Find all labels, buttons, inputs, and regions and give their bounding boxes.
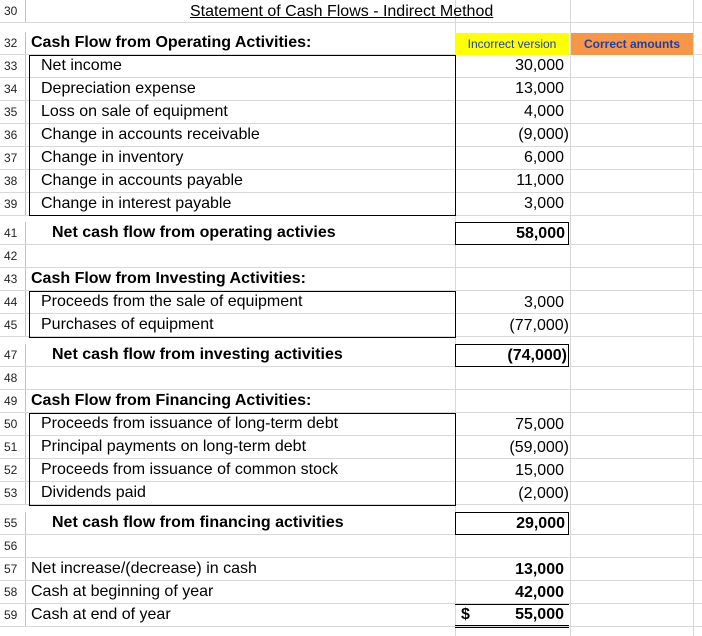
row-header[interactable]: 30 xyxy=(0,0,26,22)
ending-cash-value[interactable]: 55,000 xyxy=(515,606,564,623)
section-heading-financing[interactable]: Cash Flow from Financing Activities: xyxy=(31,392,312,409)
row-header[interactable]: 55 xyxy=(0,512,26,534)
border-line xyxy=(29,55,30,216)
row-48[interactable] xyxy=(0,367,702,390)
line-item-value[interactable]: (2,000) xyxy=(518,485,569,502)
row-header[interactable]: 37 xyxy=(0,147,26,169)
row-header[interactable]: 34 xyxy=(0,78,26,100)
border-line xyxy=(29,413,456,414)
line-item-value[interactable]: 75,000 xyxy=(515,416,564,433)
line-item-label[interactable]: Loss on sale of equipment xyxy=(41,103,228,120)
line-item-label[interactable]: Change in accounts receivable xyxy=(41,126,260,143)
border-line xyxy=(455,55,456,216)
line-item-value[interactable]: 4,000 xyxy=(523,103,564,120)
line-item-label[interactable]: Purchases of equipment xyxy=(41,316,214,333)
row-header[interactable]: 33 xyxy=(0,55,26,77)
row-header[interactable]: 56 xyxy=(0,535,26,557)
row-header[interactable]: 57 xyxy=(0,558,26,580)
row-header[interactable]: 52 xyxy=(0,459,26,481)
row-header[interactable]: 32 xyxy=(0,32,26,54)
incorrect-version-header[interactable]: Incorrect version xyxy=(455,33,569,55)
line-item-value[interactable]: 11,000 xyxy=(516,172,564,189)
correct-amounts-header[interactable]: Correct amounts xyxy=(571,33,693,55)
row-header[interactable]: 48 xyxy=(0,367,26,389)
row-header[interactable]: 59 xyxy=(0,604,26,626)
border-line xyxy=(29,505,456,506)
line-item-label[interactable]: Change in inventory xyxy=(41,149,184,166)
line-item-label[interactable]: Proceeds from issuance of long-term debt xyxy=(41,415,339,432)
statement-title[interactable]: Statement of Cash Flows - Indirect Method xyxy=(190,3,494,20)
border-line xyxy=(29,337,456,338)
row-header[interactable]: 35 xyxy=(0,101,26,123)
line-item-value[interactable]: 6,000 xyxy=(523,149,564,166)
row-header[interactable]: 42 xyxy=(0,245,26,267)
border-line xyxy=(455,291,456,338)
line-item-label[interactable]: Cash at beginning of year xyxy=(31,583,214,600)
line-item-label[interactable]: Cash at end of year xyxy=(31,606,171,623)
line-item-value[interactable]: (9,000) xyxy=(518,126,569,143)
border-line xyxy=(29,413,30,506)
subtotal-label[interactable]: Net cash flow from financing activities xyxy=(52,514,344,531)
border-line xyxy=(29,291,30,338)
line-item-value[interactable]: (59,000) xyxy=(509,439,569,456)
beginning-cash-value[interactable]: 42,000 xyxy=(515,584,564,601)
section-heading-operating[interactable]: Cash Flow from Operating Activities: xyxy=(31,34,312,51)
subtotal-label[interactable]: Net cash flow from operating activies xyxy=(52,224,336,241)
line-item-label[interactable]: Net increase/(decrease) in cash xyxy=(31,560,257,577)
row-header[interactable]: 51 xyxy=(0,436,26,458)
net-change-value[interactable]: 13,000 xyxy=(515,561,564,578)
row-header[interactable]: 36 xyxy=(0,124,26,146)
line-item-value[interactable]: 3,000 xyxy=(523,294,564,311)
line-item-label[interactable]: Change in accounts payable xyxy=(41,172,243,189)
row-header[interactable]: 39 xyxy=(0,193,26,215)
line-item-label[interactable]: Proceeds from the sale of equipment xyxy=(41,293,303,310)
row-56[interactable] xyxy=(0,535,702,558)
row-header[interactable]: 41 xyxy=(0,222,26,244)
line-item-value[interactable]: 15,000 xyxy=(515,462,564,479)
section-heading-investing[interactable]: Cash Flow from Investing Activities: xyxy=(31,270,307,287)
row-header[interactable]: 38 xyxy=(0,170,26,192)
border-line xyxy=(455,604,569,605)
row-header[interactable]: 50 xyxy=(0,413,26,435)
line-item-value[interactable]: 30,000 xyxy=(515,57,564,74)
line-item-label[interactable]: Change in interest payable xyxy=(41,195,232,212)
row-header[interactable]: 45 xyxy=(0,314,26,336)
double-underline xyxy=(455,625,569,628)
line-item-label[interactable]: Principal payments on long-term debt xyxy=(41,438,307,455)
line-item-value[interactable]: (77,000) xyxy=(509,317,569,334)
line-item-label[interactable]: Proceeds from issuance of common stock xyxy=(41,461,339,478)
line-item-label[interactable]: Dividends paid xyxy=(41,484,146,501)
line-item-value[interactable]: 13,000 xyxy=(515,80,564,97)
row-header[interactable]: 49 xyxy=(0,390,26,412)
line-item-label[interactable]: Net income xyxy=(41,57,122,74)
border-line xyxy=(455,413,456,506)
line-item-label[interactable]: Depreciation expense xyxy=(41,80,196,97)
subtotal-value[interactable]: 58,000 xyxy=(455,222,569,245)
currency-symbol: $ xyxy=(461,606,470,623)
subtotal-label[interactable]: Net cash flow from investing activities xyxy=(52,346,343,363)
row-header[interactable]: 44 xyxy=(0,291,26,313)
row-header[interactable]: 43 xyxy=(0,268,26,290)
row-header[interactable]: 47 xyxy=(0,344,26,366)
subtotal-value[interactable]: 29,000 xyxy=(455,512,569,535)
border-line xyxy=(29,215,456,216)
row-header[interactable]: 58 xyxy=(0,581,26,603)
border-line xyxy=(29,291,456,292)
row-42[interactable] xyxy=(0,245,702,268)
row-header[interactable]: 53 xyxy=(0,482,26,504)
subtotal-value[interactable]: (74,000) xyxy=(455,344,569,367)
line-item-value[interactable]: 3,000 xyxy=(523,195,564,212)
border-line xyxy=(29,55,456,56)
